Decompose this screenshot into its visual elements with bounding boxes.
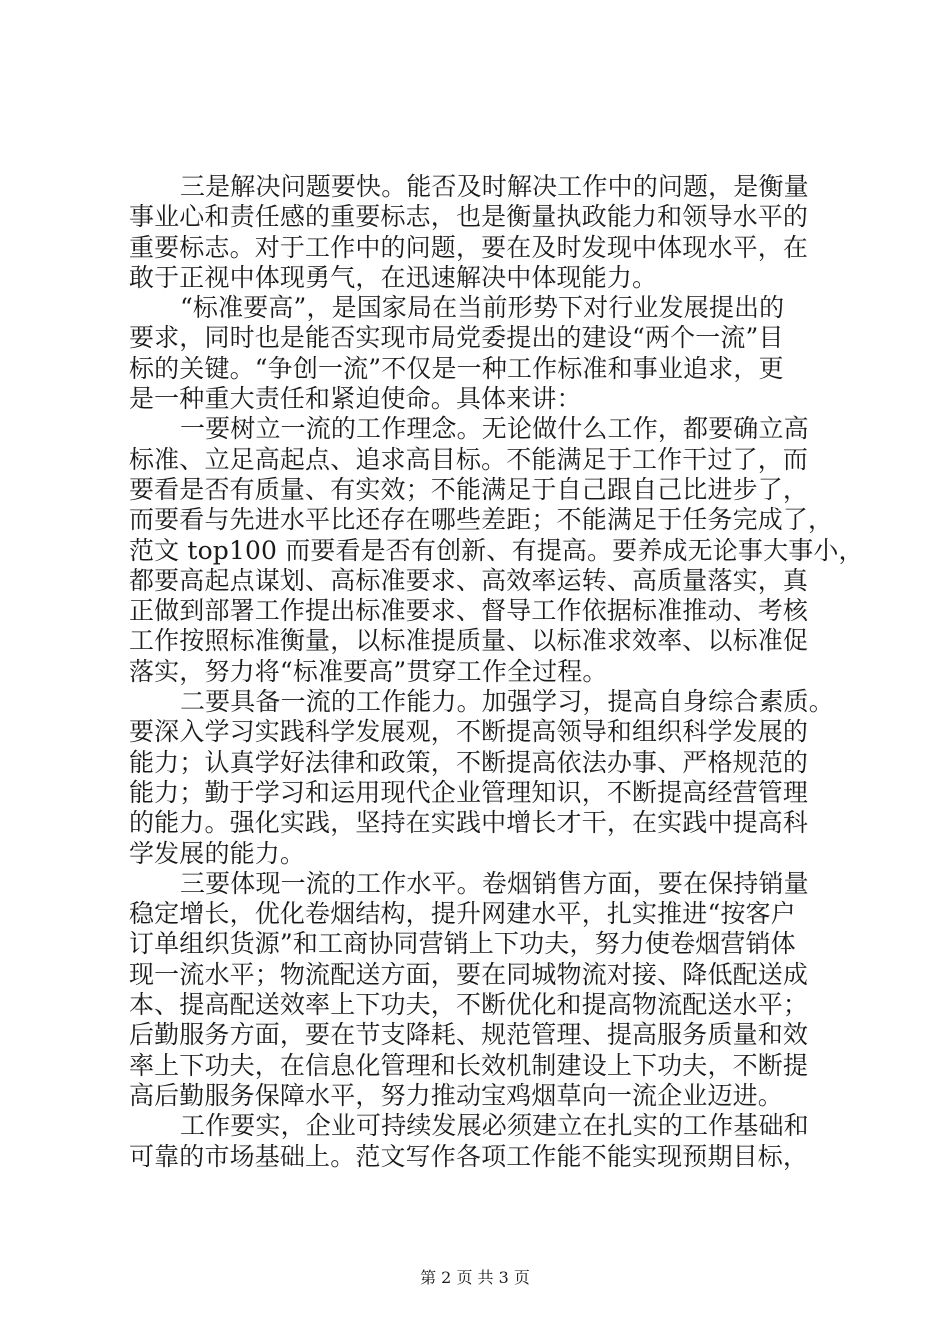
text-line: 是一种重大责任和紧迫使命。具体来讲： — [129, 384, 582, 414]
text-line: 稳定增长，优化卷烟结构，提升网建水平，扎实推进“按客户 — [129, 899, 796, 929]
text-line: 能力；认真学好法律和政策，不断提高依法办事、严格规范的 — [129, 747, 809, 777]
text-line: 敢于正视中体现勇气，在迅速解决中体现能力。 — [129, 262, 658, 292]
text-line: 三要体现一流的工作水平。卷烟销售方面，要在保持销量 — [180, 868, 809, 898]
text-line: 标的关键。“争创一流”不仅是一种工作标准和事业追求，更 — [129, 353, 784, 383]
text-line: 率上下功夫，在信息化管理和长效机制建设上下功夫，不断提 — [129, 1050, 809, 1080]
text-line: 工作要实，企业可持续发展必须建立在扎实的工作基础和 — [180, 1111, 809, 1141]
text-line: 三是解决问题要快。能否及时解决工作中的问题，是衡量 — [180, 172, 809, 201]
text-line: 要看是否有质量、有实效；不能满足于自己跟自己比进步了， — [129, 474, 809, 504]
text-line: 后勤服务方面，要在节支降耗、规范管理、提高服务质量和效 — [129, 1020, 809, 1050]
text-line: 而要看与先进水平比还存在哪些差距；不能满足于任务完成了， — [129, 505, 834, 535]
text-line: 都要高起点谋划、高标准要求、高效率运转、高质量落实，真 — [129, 565, 809, 595]
text-line: 可靠的市场基础上。范文写作各项工作能不能实现预期目标， — [129, 1141, 809, 1171]
text-line: 事业心和责任感的重要标志，也是衡量执政能力和领导水平的 — [129, 202, 809, 232]
text-line: 订单组织货源”和工商协同营销上下功夫，努力使卷烟营销体 — [129, 929, 796, 959]
text-line: 落实，努力将“标准要高”贯穿工作全过程。 — [129, 656, 608, 686]
text-line: 本、提高配送效率上下功夫，不断优化和提高物流配送水平； — [129, 990, 809, 1020]
text-line: 要求，同时也是能否实现市局党委提出的建设“两个一流”目 — [129, 323, 784, 353]
text-line: 范文 top100 而要看是否有创新、有提高。要养成无论事大事小， — [129, 535, 864, 565]
text-line: 正做到部署工作提出标准要求、督导工作依据标准推动、考核 — [129, 596, 809, 626]
text-line: 要深入学习实践科学发展观，不断提高领导和组织科学发展的 — [129, 717, 809, 747]
text-line: 能力；勤于学习和运用现代企业管理知识，不断提高经营管理 — [129, 777, 809, 807]
text-line: 高后勤服务保障水平，努力推动宝鸡烟草向一流企业迈进。 — [129, 1080, 783, 1110]
text-line: 二要具备一流的工作能力。加强学习，提高自身综合素质。 — [180, 687, 834, 717]
text-line: 一要树立一流的工作理念。无论做什么工作，都要确立高 — [180, 414, 809, 444]
text-line: 工作按照标准衡量，以标准提质量、以标准求效率、以标准促 — [129, 626, 809, 656]
text-line: 学发展的能力。 — [129, 838, 306, 868]
text-line: 的能力。强化实践，坚持在实践中增长才干，在实践中提高科 — [129, 808, 809, 838]
page-number-footer: 第 2 页 共 3 页 — [420, 1268, 530, 1287]
text-line: 重要标志。对于工作中的问题，要在及时发现中体现水平，在 — [129, 232, 809, 262]
text-line: “标准要高”，是国家局在当前形势下对行业发展提出的 — [180, 293, 785, 323]
text-line: 标准、立足高起点、追求高目标。不能满足于工作干过了，而 — [129, 444, 809, 474]
document-body — [129, 172, 864, 1172]
text-line: 现一流水平；物流配送方面，要在同城物流对接、降低配送成 — [129, 959, 809, 989]
